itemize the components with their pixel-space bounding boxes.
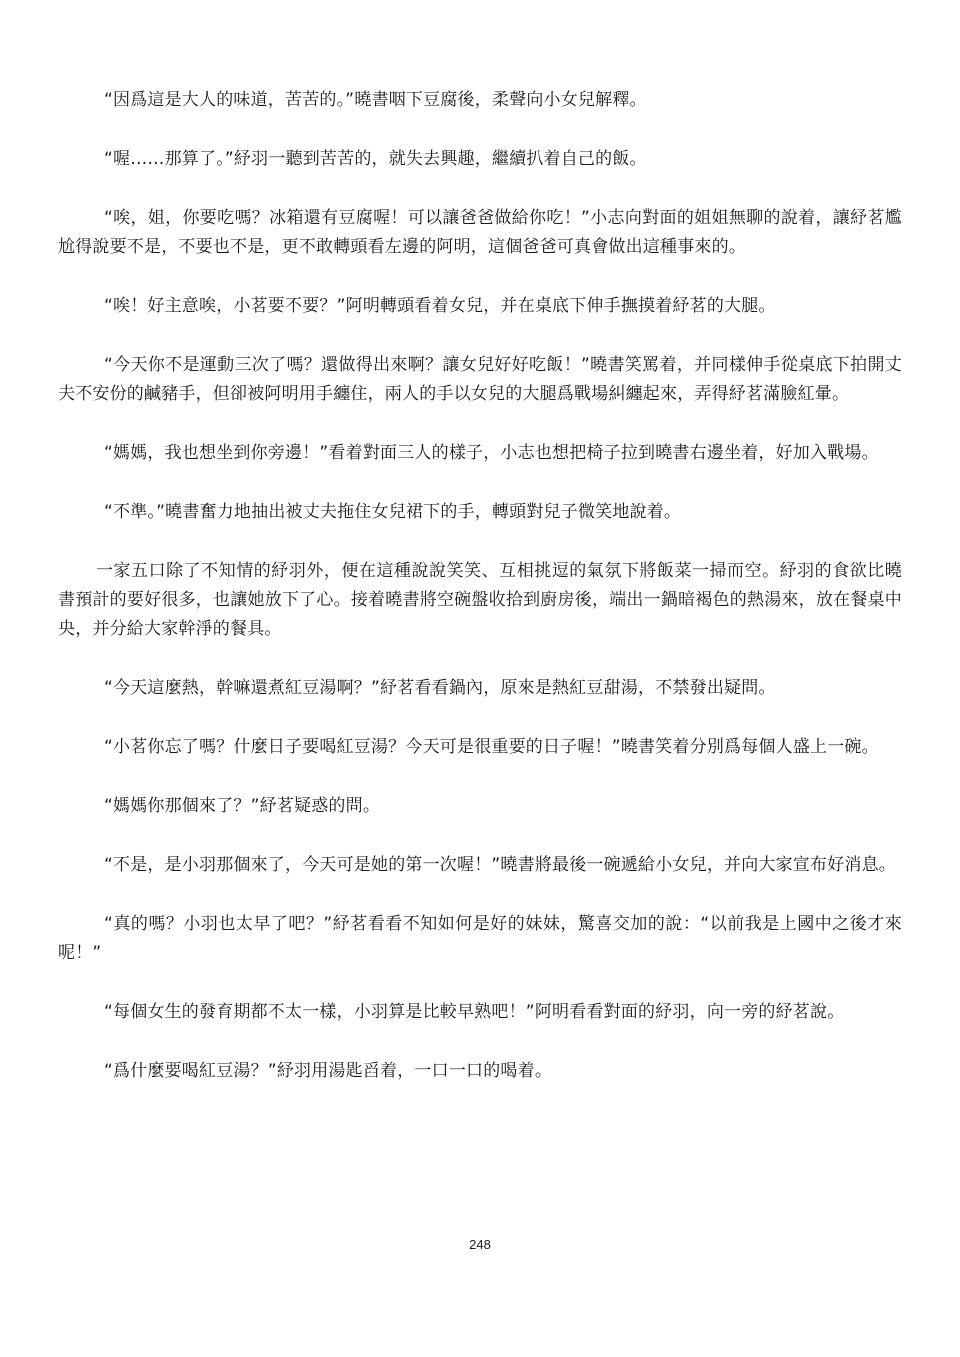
story-text bbox=[58, 86, 902, 1086]
paragraph-8: 一家五口除了不知情的紓羽外，便在這種說說笑笑、互相挑逗的氣氛下將飯菜一掃而空。紓羽的食欲比曉書預計的要好很多，也讓她放下了心。接着曉書將空碗盤收拾到廚房後，端出一鍋暗褐色的熱湯來，放在餐桌中央，并分給大家幹淨的餐具。 bbox=[58, 561, 902, 639]
paragraph-9: “今天這麼熱，幹嘛還煮紅豆湯啊？”紓茗看看鍋內，原來是熱紅豆甜湯，不禁發出疑問。 bbox=[104, 678, 776, 698]
paragraph-11: “媽媽你那個來了？”紓茗疑惑的問。 bbox=[104, 796, 381, 816]
paragraph-3: “唉，姐，你要吃嗎？冰箱還有豆腐喔！可以讓爸爸做給你吃！”小志向對面的姐姐無聊的說着，讓紓茗尷尬得說要不是，不要也不是，更不敢轉頭看左邊的阿明，這個爸爸可真會做出這種事來的。 bbox=[58, 208, 902, 257]
paragraph-10: “小茗你忘了嗎？什麼日子要喝紅豆湯？今天可是很重要的日子喔！”曉書笑着分別爲每個人盛上一碗。 bbox=[104, 737, 879, 757]
page-number: 248 bbox=[469, 1237, 491, 1252]
paragraph-5: “今天你不是運動三次了嗎？還做得出來啊？讓女兒好好吃飯！”曉書笑罵着，并同樣伸手從桌底下拍開丈夫不安份的鹹豬手，但卻被阿明用手纏住，兩人的手以女兒的大腿爲戰場糾纏起來，弄得紓茗滿臉紅暈。 bbox=[58, 355, 902, 404]
paragraph-6: “媽媽，我也想坐到你旁邊！”看着對面三人的樣子，小志也想把椅子拉到曉書右邊坐着，好加入戰場。 bbox=[104, 443, 879, 463]
paragraph-13: “真的嗎？小羽也太早了吧？”紓茗看看不知如何是好的妹妹，驚喜交加的說：“以前我是上國中之後才來呢！” bbox=[58, 914, 902, 963]
paragraph-1: “因爲這是大人的味道，苦苦的。”曉書咽下豆腐後，柔聲向小女兒解釋。 bbox=[104, 90, 647, 110]
paragraph-12: “不是，是小羽那個來了，今天可是她的第一次喔！”曉書將最後一碗遞給小女兒，并向大家宣布好消息。 bbox=[104, 855, 897, 875]
paragraph-14: “每個女生的發育期都不太一樣，小羽算是比較早熟吧！”阿明看看對面的紓羽，向一旁的紓茗說。 bbox=[104, 1002, 845, 1022]
paragraph-7: “不準。”曉書奮力地抽出被丈夫拖住女兒裙下的手，轉頭對兒子微笑地說着。 bbox=[104, 502, 682, 522]
paragraph-15: “爲什麼要喝紅豆湯？”紓羽用湯匙舀着，一口一口的喝着。 bbox=[104, 1061, 553, 1081]
paragraph-4: “唉！好主意唉，小茗要不要？”阿明轉頭看着女兒，并在桌底下伸手撫摸着紓茗的大腿。 bbox=[104, 296, 776, 316]
paragraph-2: “喔……那算了。”紓羽一聽到苦苦的，就失去興趣，繼續扒着自己的飯。 bbox=[104, 149, 647, 169]
